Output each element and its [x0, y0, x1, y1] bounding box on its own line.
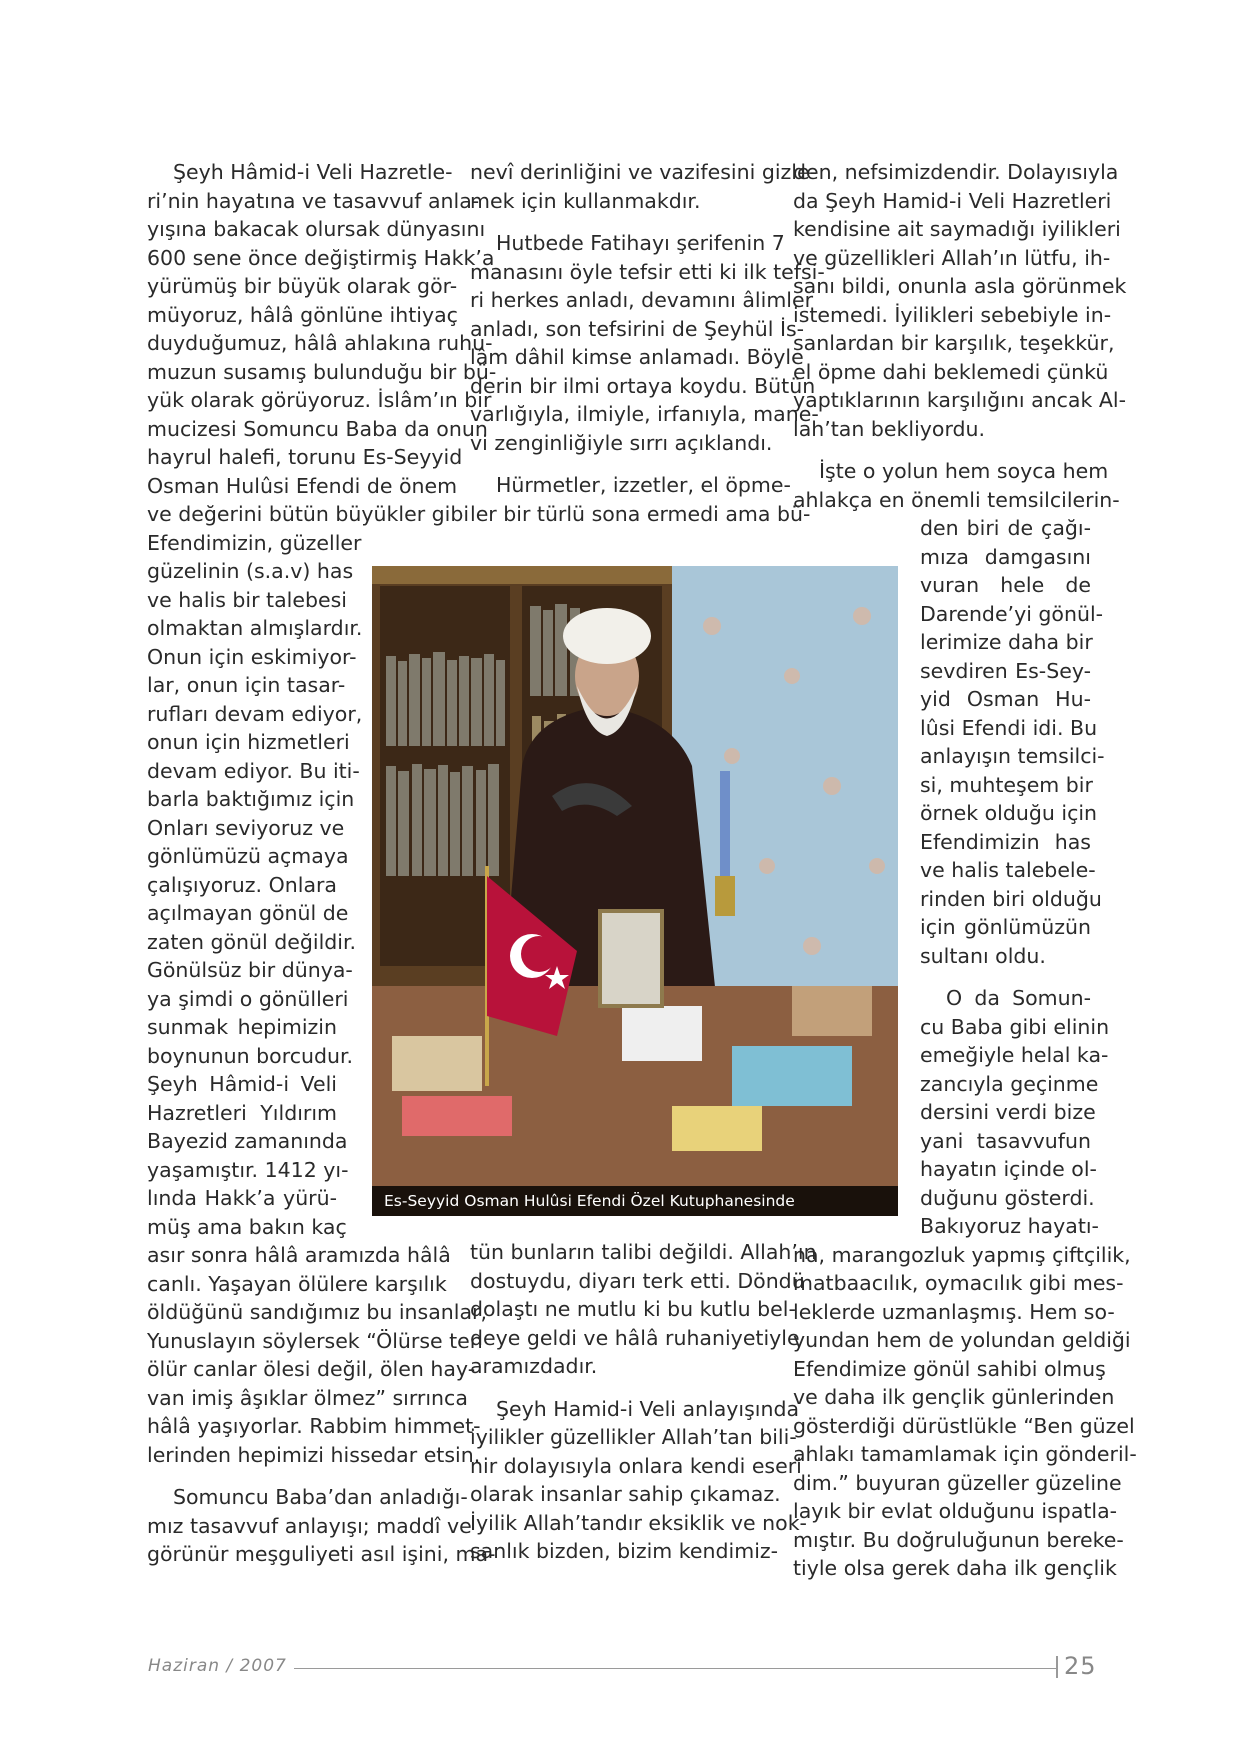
text-line: rinden biri olduğu [920, 886, 1102, 911]
text-line: aramızdadır. [470, 1354, 598, 1378]
footer-rule [294, 1668, 1058, 1669]
text-line: lerimize daha bir [920, 630, 1093, 654]
text-line: ve güzellikleri Allah’ın lütfu, ih- [793, 245, 1111, 270]
text-line: mucizesi Somuncu Baba da onun [147, 416, 488, 441]
text-line: da Şeyh Hamid-i Veli Hazretleri [793, 188, 1112, 213]
text-line: Hürmetler, izzetler, el öpme- [496, 473, 791, 497]
text-line: boynunun borcudur. [147, 1043, 354, 1068]
text-line: Efendimizin, güzeller [147, 530, 362, 555]
text-line: olmaktan almışlardır. [147, 616, 363, 640]
text-line: yani tasavvufun [920, 1128, 1091, 1153]
text-line: muzun susamış bulunduğu bir bü- [147, 359, 497, 384]
text-line: layık bir evlat olduğunu ispatla- [793, 1499, 1118, 1523]
text-line: rufları devam ediyor, [147, 701, 363, 726]
text-line: vi zenginliğiyle sırrı açıklandı. [470, 430, 773, 455]
text-line: Şeyh Hamid-i Veli anlayışında [496, 1396, 800, 1421]
text-line: açılmayan gönül de [147, 901, 349, 925]
text-line: Gönülsüz bir dünya- [147, 958, 353, 982]
text-line: Osman Hulûsi Efendi de önem [147, 473, 458, 498]
text-line: olarak insanlar sahip çıkamaz. [470, 1482, 781, 1506]
text-line: dolaştı ne mutlu ki bu kutlu bel- [470, 1297, 796, 1321]
text-line: dim.” buyuran güzeller güzeline [793, 1470, 1122, 1495]
text-line: yaptıklarının karşılığını ancak Al- [793, 388, 1126, 412]
footer-divider [1056, 1656, 1058, 1678]
text-line: ve halis bir talebesi [147, 587, 347, 612]
text-line: lûsi Efendi idi. Bu [920, 715, 1098, 740]
text-line: güzelinin (s.a.v) has [147, 559, 354, 583]
text-line: yaşamıştır. 1412 yı- [147, 1157, 349, 1182]
text-line: duğunu gösterdi. [920, 1185, 1095, 1210]
text-line: ve halis talebele- [920, 858, 1096, 882]
article-photo [372, 566, 898, 1216]
text-line: ve değerini bütün büyükler gibi [147, 502, 470, 526]
text-line: Darende’yi gönül- [920, 601, 1104, 626]
text-line: el öpme dahi beklemedi çünkü [793, 359, 1109, 384]
text-line: için gönlümüzün [920, 915, 1091, 939]
text-line: gönlümüzü açmaya [147, 844, 349, 868]
text-line: istemedi. İyilikleri sebebiyle in- [793, 302, 1112, 327]
text-line: devam ediyor. Bu iti- [147, 758, 360, 783]
text-line: Efendimizin has [920, 829, 1091, 854]
text-line: Onları seviyoruz ve [147, 815, 345, 840]
photo-illustration [372, 566, 898, 1216]
text-line: Bayezid zamanında [147, 1129, 348, 1153]
text-line: ri’nin hayatına ve tasavvuf anla- [147, 188, 480, 213]
text-line: mıştır. Bu doğruluğunun bereke- [793, 1527, 1124, 1552]
text-line: sunmak hepimizin [147, 1015, 337, 1039]
text-line: Somuncu Baba’dan anladığı- [173, 1485, 468, 1509]
text-line: anladı, son tefsirini de Şeyhül İs- [470, 316, 805, 341]
text-line: vuran hele de [920, 573, 1091, 597]
text-line: emeğiyle helal ka- [920, 1043, 1109, 1067]
text-line: lında Hakk’a yürü- [147, 1186, 337, 1210]
text-line: ri herkes anladı, devamını âlimler [470, 288, 814, 312]
footer-issue-date: Haziran / 2007 [148, 1656, 287, 1676]
text-line: hayrul halefi, torunu Es-Seyyid [147, 445, 463, 469]
text-line: 600 sene önce değiştirmiş Hakk’a [147, 245, 495, 270]
text-line: yundan hem de yolundan geldiği [793, 1328, 1131, 1352]
text-line: hâlâ yaşıyorlar. Rabbim himmet- [147, 1414, 481, 1438]
text-line: barla baktığımız için [147, 787, 355, 811]
candle [720, 771, 730, 881]
text-line: tün bunların talibi değildi. Allah’ın [470, 1240, 817, 1264]
text-line: Hutbede Fatihayı şerifenin 7 [496, 231, 785, 255]
text-line: yışına bakacak olursak dünyasını [147, 217, 486, 241]
text-line: zaten gönül değildir. [147, 929, 357, 954]
text-line: nir dolayısıyla onlara kendi eseri [470, 1453, 802, 1478]
text-line: iyilikler güzellikler Allah’tan bili- [470, 1425, 797, 1449]
text-line: den, nefsimizdendir. Dolayısıyla [793, 160, 1119, 184]
text-line: asır sonra hâlâ aramızda hâlâ [147, 1243, 451, 1267]
text-line: İşte o yolun hem soyca hem [819, 459, 1109, 483]
text-line: sanlardan bir karşılık, teşekkür, [793, 331, 1115, 355]
text-line: si, muhteşem bir [920, 772, 1093, 797]
text-line: tiyle olsa gerek daha ilk gençlik [793, 1556, 1117, 1580]
text-line: lerinden hepimizi hissedar etsin. [147, 1442, 481, 1467]
text-line: matbaacılık, oymacılık gibi mes- [793, 1271, 1124, 1295]
text-line: yük olarak görüyoruz. İslâm’ın bir [147, 388, 492, 412]
text-line: canlı. Yaşayan ölülere karşılık [147, 1271, 447, 1296]
text-line: Şeyh Hâmid-i Veli Hazretle- [173, 160, 453, 184]
person-turban [563, 608, 651, 664]
text-line: Şeyh Hâmid-i Veli [147, 1072, 337, 1096]
text-line: lar, onun için tasar- [147, 673, 346, 697]
text-line: lâm dâhil kimse anlamadı. Böyle [470, 345, 804, 369]
text-line: derin bir ilmi ortaya koydu. Bütün [470, 373, 816, 398]
text-line: leklerde uzmanlaşmış. Hem so- [793, 1299, 1115, 1324]
text-line: cu Baba gibi elinin [920, 1014, 1110, 1039]
text-line: O da Somun- [946, 986, 1091, 1010]
text-line: nevî derinliğini ve vazifesini gizle- [470, 160, 817, 184]
text-line: öldüğünü sandığımız bu insanlar, [147, 1300, 487, 1324]
text-line: dersini verdi bize [920, 1100, 1096, 1124]
text-line: anlayışın temsilci- [920, 744, 1105, 768]
text-line: Bakıyoruz hayatı- [920, 1214, 1099, 1238]
text-line: sanı bildi, onunla asla görünmek [793, 274, 1127, 298]
text-line: görünür meşguliyeti asıl işini, ma- [147, 1542, 496, 1566]
text-line: zancıyla geçinme [920, 1071, 1099, 1096]
text-line: den biri de çağı- [920, 516, 1091, 540]
text-line: çalışıyoruz. Onlara [147, 872, 337, 897]
text-line: onun için hizmetleri [147, 730, 350, 754]
text-line: ler bir türlü sona ermedi ama bü- [470, 501, 811, 526]
text-line: na, marangozluk yapmış çiftçilik, [793, 1242, 1131, 1267]
text-line: ahlakça en önemli temsilcilerin- [793, 487, 1120, 512]
text-line: İyilik Allah’tandır eksiklik ve nok- [470, 1510, 807, 1535]
text-line: Yunuslayın söylersek “Ölürse ten [147, 1328, 483, 1353]
text-line: gösterdiği dürüstlükle “Ben güzel [793, 1413, 1135, 1438]
text-line: hayatın içinde ol- [920, 1157, 1097, 1181]
text-line: sultanı oldu. [920, 943, 1046, 968]
text-line: ve daha ilk gençlik günlerinden [793, 1385, 1115, 1409]
text-line: örnek olduğu için [920, 801, 1098, 825]
text-line: müyoruz, hâlâ gönlüne ihtiyaç [147, 302, 458, 327]
text-line: deye geldi ve hâlâ ruhaniyetiyle [470, 1325, 800, 1350]
text-line: ya şimdi o gönülleri [147, 986, 349, 1011]
text-line: ahlakı tamamlamak için gönderil- [793, 1442, 1137, 1466]
text-line: yürümüş bir büyük olarak gör- [147, 274, 458, 298]
page-number: 25 [1064, 1652, 1097, 1680]
text-line: mıza damgasını [920, 544, 1091, 569]
text-line: yid Osman Hu- [920, 687, 1091, 711]
text-line: lah’tan bekliyordu. [793, 416, 986, 441]
text-line: van imiş âşıklar ölmez” sırrınca [147, 1385, 468, 1410]
text-line: kendisine ait saymadığı iyilikleri [793, 217, 1121, 241]
text-line: manasını öyle tefsir etti ki ilk tefsi- [470, 259, 825, 284]
text-line: sanlık bizden, bizim kendimiz- [470, 1539, 779, 1563]
text-line: müş ama bakın kaç [147, 1214, 347, 1239]
text-line: Efendimize gönül sahibi olmuş [793, 1356, 1106, 1381]
text-line: ölür canlar ölesi değil, ölen hay- [147, 1357, 476, 1381]
photo-caption: Es-Seyyid Osman Hulûsi Efendi Özel Kutuphanesinde [372, 1186, 898, 1216]
text-line: mek için kullanmakdır. [470, 188, 701, 213]
text-line: dostuydu, diyarı terk etti. Döndü [470, 1268, 805, 1293]
text-line: sevdiren Es-Sey- [920, 658, 1091, 683]
text-line: Hazretleri Yıldırım [147, 1100, 337, 1125]
text-line: Onun için eskimiyor- [147, 644, 357, 669]
text-line: varlığıyla, ilmiyle, irfanıyla, mane- [470, 402, 819, 426]
text-line: mız tasavvuf anlayışı; maddî ve [147, 1513, 472, 1538]
text-line: duyduğumuz, hâlâ ahlakına ruhu- [147, 331, 493, 355]
